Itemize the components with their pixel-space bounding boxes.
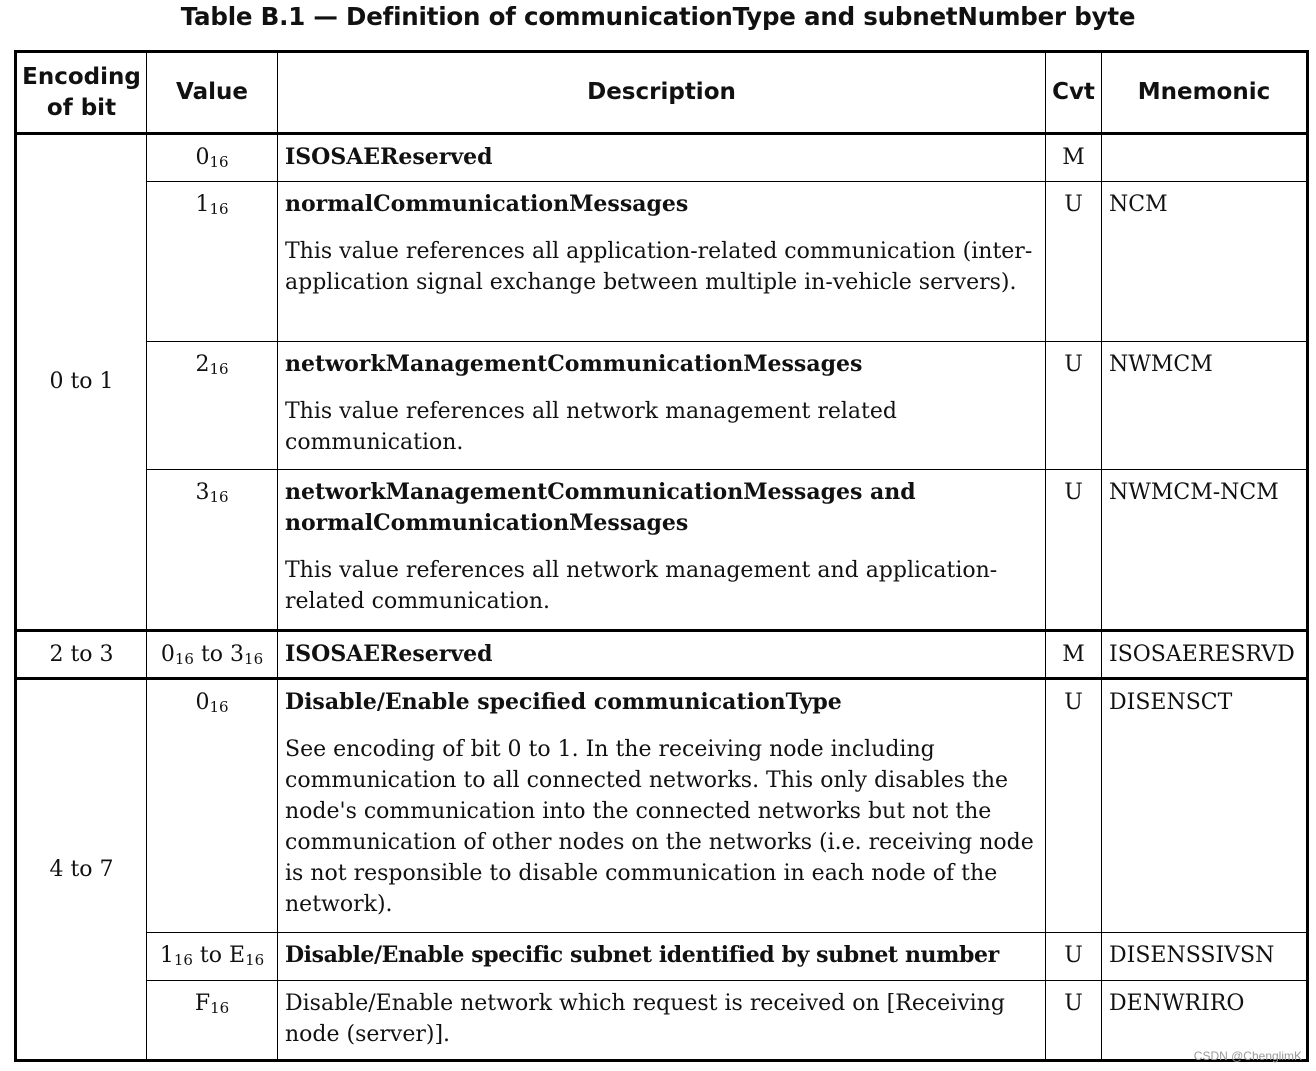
cvt-cell: U: [1046, 342, 1102, 470]
table-row: [16, 134, 1308, 182]
mnemonic-cell: NWMCM: [1102, 342, 1308, 470]
mnemonic-cell: [1102, 134, 1308, 182]
description-cell: [278, 932, 1046, 980]
cvt-cell: U: [1046, 470, 1102, 630]
value-cell: [147, 630, 278, 678]
value-text-end: E: [229, 942, 246, 968]
header-encoding: Encoding of bit: [16, 52, 147, 134]
encoding-cell: 2 to 3: [16, 630, 147, 678]
encoding-cell: 0 to 1: [16, 134, 147, 631]
description-cell: [278, 980, 1046, 1060]
cvt-cell: U: [1046, 932, 1102, 980]
description-cell: [278, 678, 1046, 932]
entry-name: networkManagementCommunicationMessages and normalCommunicationMessages: [285, 479, 916, 537]
header-cvt: Cvt: [1046, 52, 1102, 134]
cvt-cell: M: [1046, 134, 1102, 182]
cvt-cell: U: [1046, 678, 1102, 932]
table-title: Table B.1 — Definition of communicationType and subnetNumber byte: [180, 2, 1136, 31]
entry-name: networkManagementCommunicationMessages: [285, 351, 863, 378]
cvt-cell: M: [1046, 630, 1102, 678]
value-subscript: 16: [174, 649, 194, 668]
table-row: [16, 932, 1308, 980]
header-mnemonic: Mnemonic: [1102, 52, 1308, 134]
mnemonic-cell: DISENSSIVSN: [1102, 932, 1308, 980]
table-row: [16, 980, 1308, 1060]
watermark: CSDN @ChenglimK: [1193, 1049, 1302, 1063]
description-cell: [278, 630, 1046, 678]
value-range-separator: to: [193, 641, 231, 667]
value-subscript: 16: [209, 200, 229, 219]
entry-description: This value references all network management and application-related communication.: [285, 558, 998, 615]
value-subscript: 16: [209, 360, 229, 379]
encoding-cell: 4 to 7: [16, 678, 147, 1060]
value-subscript-end: 16: [244, 649, 264, 668]
table-row: [16, 470, 1308, 630]
value-cell: [147, 932, 278, 980]
entry-name: ISOSAEReserved: [285, 144, 493, 170]
entry-description: This value references all application-related communication (inter-application signal exchange between multiple in-vehicle servers).: [285, 239, 1033, 296]
table-row: [16, 630, 1308, 678]
mnemonic-cell: DENWRIRO: [1102, 980, 1308, 1060]
value-text: 1: [195, 192, 210, 218]
value-subscript: 16: [209, 488, 229, 507]
value-cell: [147, 470, 278, 630]
value-cell: [147, 134, 278, 182]
value-text: F: [194, 990, 211, 1016]
cvt-cell: U: [1046, 980, 1102, 1060]
value-cell: [147, 342, 278, 470]
description-cell: [278, 342, 1046, 470]
description-cell: [278, 470, 1046, 630]
table-row: [16, 182, 1308, 342]
value-range-separator: to: [192, 942, 229, 968]
header-value: Value: [147, 52, 278, 134]
value-subscript: 16: [209, 697, 229, 716]
mnemonic-cell: NWMCM-NCM: [1102, 470, 1308, 630]
definition-table: [14, 50, 1309, 1062]
mnemonic-cell: ISOSAERESRVD: [1102, 630, 1308, 678]
table-row: [16, 342, 1308, 470]
value-text-end: 3: [230, 641, 245, 667]
value-subscript: 16: [173, 950, 193, 969]
description-cell: [278, 134, 1046, 182]
value-cell: [147, 678, 278, 932]
value-text: 0: [160, 641, 175, 667]
value-subscript: 16: [210, 998, 230, 1017]
mnemonic-cell: NCM: [1102, 182, 1308, 342]
value-text: 3: [195, 480, 210, 506]
entry-description: Disable/Enable network which request is received on [Receiving node (server)].: [285, 990, 1005, 1047]
description-cell: [278, 182, 1046, 342]
value-subscript-end: 16: [245, 950, 265, 969]
header-row: [16, 52, 1308, 134]
mnemonic-cell: DISENSCT: [1102, 678, 1308, 932]
entry-name: ISOSAEReserved: [285, 640, 493, 667]
value-text: 2: [195, 352, 210, 378]
entry-name: Disable/Enable specific subnet identified by subnet number: [285, 941, 999, 968]
value-cell: [147, 182, 278, 342]
entry-description: See encoding of bit 0 to 1. In the receiving node including communication to all connected networks. This only disables the node's communication into the connected networks but not the communication of other nodes on the networks (i.e. receiving node is not responsible to disable communication in each node of the network).: [285, 736, 1034, 917]
value-text: 1: [159, 942, 174, 968]
entry-name: Disable/Enable specified communicationType: [285, 688, 842, 715]
entry-name: normalCommunicationMessages: [285, 191, 689, 218]
value-text: 0: [195, 145, 210, 170]
cvt-cell: U: [1046, 182, 1102, 342]
table-row: [16, 678, 1308, 932]
entry-description: This value references all network management related communication.: [285, 399, 897, 456]
value-text: 0: [195, 689, 210, 715]
header-description: Description: [278, 52, 1046, 134]
value-subscript: 16: [209, 153, 229, 171]
value-cell: [147, 980, 278, 1060]
